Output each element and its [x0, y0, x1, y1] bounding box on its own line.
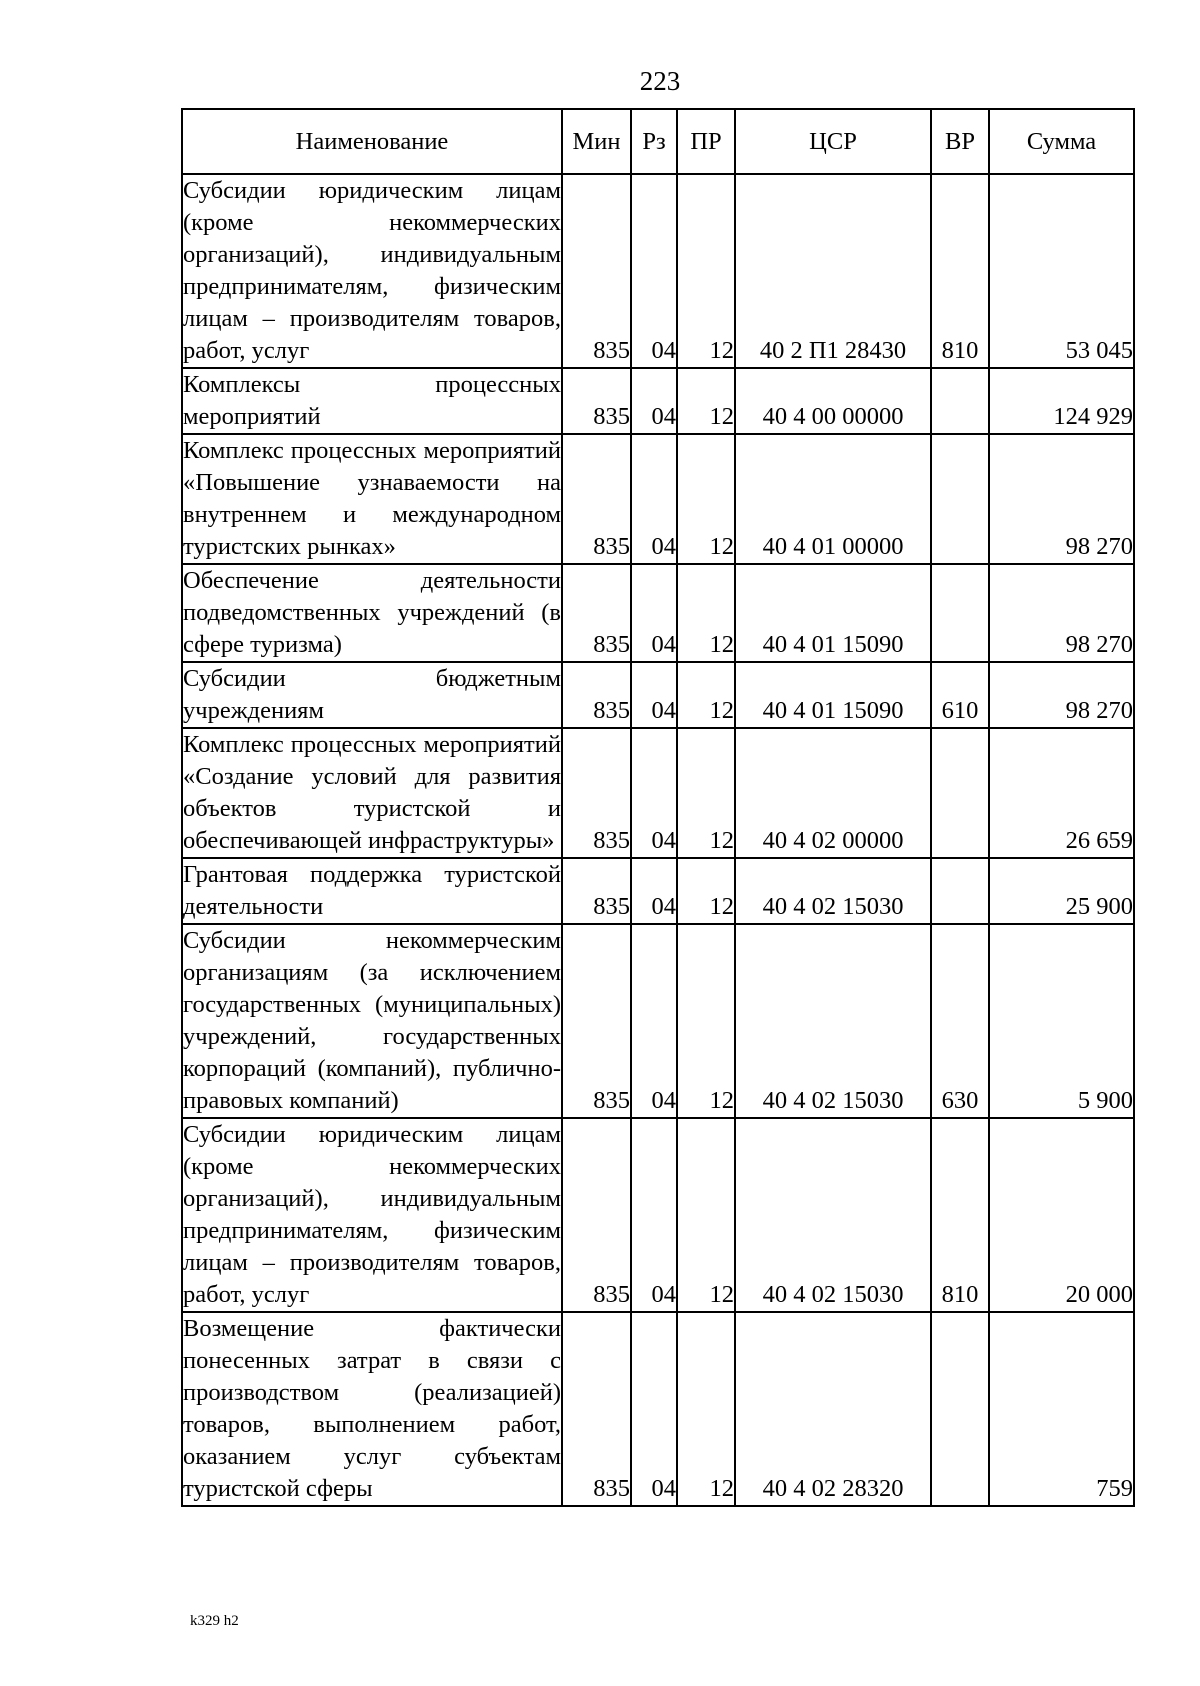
row-vr: 810 — [931, 1118, 989, 1312]
row-rz: 04 — [631, 924, 677, 1118]
row-name: Субсидии юридическим лицам (кроме некоммерческих организаций), индивидуальным предпринимателям, физическим лицам – производителям товаров, работ, услуг — [182, 174, 562, 368]
row-pr: 12 — [677, 1118, 735, 1312]
header-rz: Рз — [631, 109, 677, 174]
row-vr — [931, 728, 989, 858]
header-vr: ВР — [931, 109, 989, 174]
row-pr: 12 — [677, 728, 735, 858]
row-pr: 12 — [677, 1312, 735, 1506]
row-sum: 53 045 — [989, 174, 1134, 368]
table-row — [182, 434, 1134, 564]
row-pr: 12 — [677, 858, 735, 924]
row-min: 835 — [562, 924, 631, 1118]
row-csr: 40 4 01 00000 — [735, 434, 931, 564]
row-pr: 12 — [677, 924, 735, 1118]
row-min: 835 — [562, 368, 631, 434]
row-csr: 40 4 00 00000 — [735, 368, 931, 434]
row-csr: 40 4 02 00000 — [735, 728, 931, 858]
row-csr: 40 4 02 28320 — [735, 1312, 931, 1506]
row-vr — [931, 434, 989, 564]
table-row — [182, 368, 1134, 434]
row-name: Комплекс процессных мероприятий «Повышение узнаваемости на внутреннем и международном туристских рынках» — [182, 434, 562, 564]
header-sum: Сумма — [989, 109, 1134, 174]
row-rz: 04 — [631, 858, 677, 924]
row-rz: 04 — [631, 728, 677, 858]
row-name: Комплекс процессных мероприятий «Создание условий для развития объектов туристской и обеспечивающей инфраструктуры» — [182, 728, 562, 858]
row-name: Комплексы процессных мероприятий — [182, 368, 562, 434]
row-rz: 04 — [631, 1118, 677, 1312]
row-csr: 40 4 01 15090 — [735, 662, 931, 728]
row-sum: 26 659 — [989, 728, 1134, 858]
row-sum: 5 900 — [989, 924, 1134, 1118]
footer-document-code: k329 h2 — [190, 1613, 239, 1629]
row-rz: 04 — [631, 662, 677, 728]
row-rz: 04 — [631, 1312, 677, 1506]
table-row — [182, 662, 1134, 728]
row-vr — [931, 858, 989, 924]
row-vr — [931, 564, 989, 662]
row-min: 835 — [562, 1312, 631, 1506]
row-pr: 12 — [677, 368, 735, 434]
row-sum: 124 929 — [989, 368, 1134, 434]
row-vr: 630 — [931, 924, 989, 1118]
row-min: 835 — [562, 662, 631, 728]
budget-table — [181, 108, 1135, 1507]
row-csr: 40 4 02 15030 — [735, 1118, 931, 1312]
row-pr: 12 — [677, 662, 735, 728]
table-row — [182, 174, 1134, 368]
row-sum: 98 270 — [989, 564, 1134, 662]
page-number: 223 — [639, 66, 681, 96]
row-csr: 40 4 02 15030 — [735, 858, 931, 924]
row-sum: 25 900 — [989, 858, 1134, 924]
row-name: Субсидии бюджетным учреждениям — [182, 662, 562, 728]
row-csr: 40 4 02 15030 — [735, 924, 931, 1118]
row-rz: 04 — [631, 434, 677, 564]
row-pr: 12 — [677, 174, 735, 368]
row-min: 835 — [562, 174, 631, 368]
row-rz: 04 — [631, 174, 677, 368]
row-rz: 04 — [631, 564, 677, 662]
row-csr: 40 4 01 15090 — [735, 564, 931, 662]
table-row — [182, 728, 1134, 858]
row-pr: 12 — [677, 434, 735, 564]
row-sum: 98 270 — [989, 434, 1134, 564]
row-vr — [931, 1312, 989, 1506]
row-name: Возмещение фактически понесенных затрат в связи с производством (реализацией) товаров, выполнением работ, оказанием услуг субъектам туристской сферы — [182, 1312, 562, 1506]
row-vr — [931, 368, 989, 434]
row-sum: 98 270 — [989, 662, 1134, 728]
row-min: 835 — [562, 728, 631, 858]
table-row — [182, 1312, 1134, 1506]
header-min: Мин — [562, 109, 631, 174]
header-csr: ЦСР — [735, 109, 931, 174]
table-row — [182, 858, 1134, 924]
row-name: Субсидии юридическим лицам (кроме некоммерческих организаций), индивидуальным предпринимателям, физическим лицам – производителям товаров, работ, услуг — [182, 1118, 562, 1312]
table-row — [182, 1118, 1134, 1312]
row-min: 835 — [562, 1118, 631, 1312]
table-header-row — [182, 109, 1134, 174]
row-name: Обеспечение деятельности подведомственных учреждений (в сфере туризма) — [182, 564, 562, 662]
row-vr: 610 — [931, 662, 989, 728]
row-rz: 04 — [631, 368, 677, 434]
row-sum: 759 — [989, 1312, 1134, 1506]
row-pr: 12 — [677, 564, 735, 662]
row-name: Субсидии некоммерческим организациям (за исключением государственных (муниципальных) учреждений, государственных корпораций (компаний), публично-правовых компаний) — [182, 924, 562, 1118]
row-csr: 40 2 П1 28430 — [735, 174, 931, 368]
row-sum: 20 000 — [989, 1118, 1134, 1312]
header-pr: ПР — [677, 109, 735, 174]
table-row — [182, 564, 1134, 662]
row-min: 835 — [562, 564, 631, 662]
row-vr: 810 — [931, 174, 989, 368]
row-min: 835 — [562, 858, 631, 924]
row-min: 835 — [562, 434, 631, 564]
table-row — [182, 924, 1134, 1118]
header-name: Наименование — [182, 109, 562, 174]
row-name: Грантовая поддержка туристской деятельности — [182, 858, 562, 924]
